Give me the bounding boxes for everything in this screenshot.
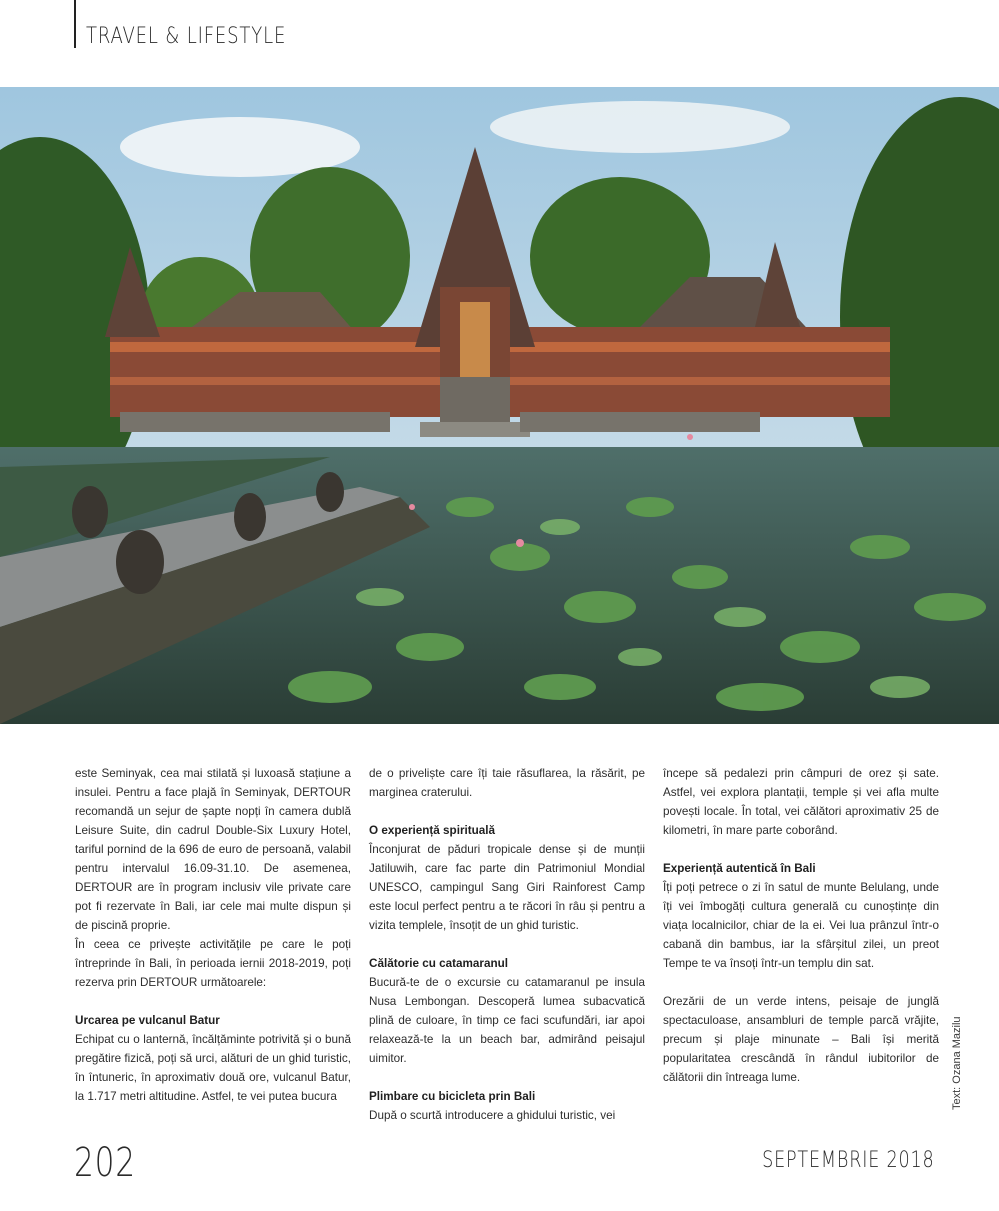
paragraph: Echipat cu o lanternă, încălțăminte potrivită și o bună pregătire fizică, poți să urci, alături de un ghid turistic, în întuneric, în aproximativ două ore, vulcanul Batur, la 1.717 metri altitudine. Astfel, te vei putea bucura [75,1033,351,1103]
subheading: Experiență autentică în Bali [663,862,816,875]
paragraph: de o priveliște care îți taie răsuflarea, la răsărit, pe marginea craterului. [369,767,645,799]
author-credit: Text: Ozana Mazilu [951,1016,963,1110]
subheading: Plimbare cu bicicleta prin Bali [369,1090,536,1103]
subheading: Urcarea pe vulcanul Batur [75,1014,220,1027]
paragraph: În ceea ce privește activitățile pe care le poți întreprinde în Bali, în perioada iernii 2018-2019, poți rezerva prin DERTOUR următoarele: [75,938,351,989]
subheading: O experiență spirituală [369,824,496,837]
paragraph: Orezării de un verde intens, peisaje de junglă spectaculoase, ansambluri de temple parcă vrăjite, precum și plaje minunate – Bali își merită popularitatea crescândă în rândul iubitorilor de călătorii din întreaga lume. [663,995,939,1084]
header-rule [74,0,76,48]
article-column-3 [663,764,939,1087]
article-column-1 [75,764,351,1106]
article-column-2 [369,764,645,1125]
temple-photo [0,87,999,724]
section-title: TRAVEL & LIFESTYLE [86,24,287,49]
paragraph: este Seminyak, cea mai stilată și luxoasă stațiune a insulei. Pentru a face plajă în Seminyak, DERTOUR recomandă un sejur de șapte nopți în camera dublă Leisure Suite, din cadrul Double-Six Luxury Hotel, tariful pornind de la 696 de euro de persoană, valabil pentru intervalul 16.09-31.10. De asemenea, DERTOUR are în program inclusiv vile private care pot fi rezervate în Bali, iar cele mai multe dispun și de piscină proprie. [75,767,351,932]
paragraph: începe să pedalezi prin câmpuri de orez și sate. Astfel, vei explora plantații, temple și vei afla multe povești locale. În total, vei călători aproximativ 25 de kilometri, în mare parte coborând. [663,767,939,837]
subheading: Călătorie cu catamaranul [369,957,509,970]
paragraph: Bucură-te de o excursie cu catamaranul pe insula Nusa Lembongan. Descoperă lumea subacvatică plină de culoare, în timp ce faci scufundări, iar apoi relaxează-te la un beach bar, admirând peisajul uimitor. [369,976,645,1065]
issue-date: SEPTEMBRIE 2018 [762,1148,935,1173]
paragraph: Înconjurat de păduri tropicale dense și de munții Jatiluwih, care fac parte din Patrimoniul Mondial UNESCO, campingul Sang Giri Rainforest Camp este locul perfect pentru a te răcori în râu și pentru a vizita templele, însoțit de un ghid turistic. [369,843,645,932]
paragraph: După o scurtă introducere a ghidului turistic, vei [369,1109,616,1122]
page-number: 202 [74,1140,136,1186]
paragraph: Îți poți petrece o zi în satul de munte Belulang, unde îți vei îmbogăți cultura generală cu cunoștințe din viața localnicilor, chiar de la ei. Vei lua prânzul într-o cabană din bambus, iar la sfârșitul zilei, un preot Tempe te va însoți într-un templu din sat. [663,881,939,970]
